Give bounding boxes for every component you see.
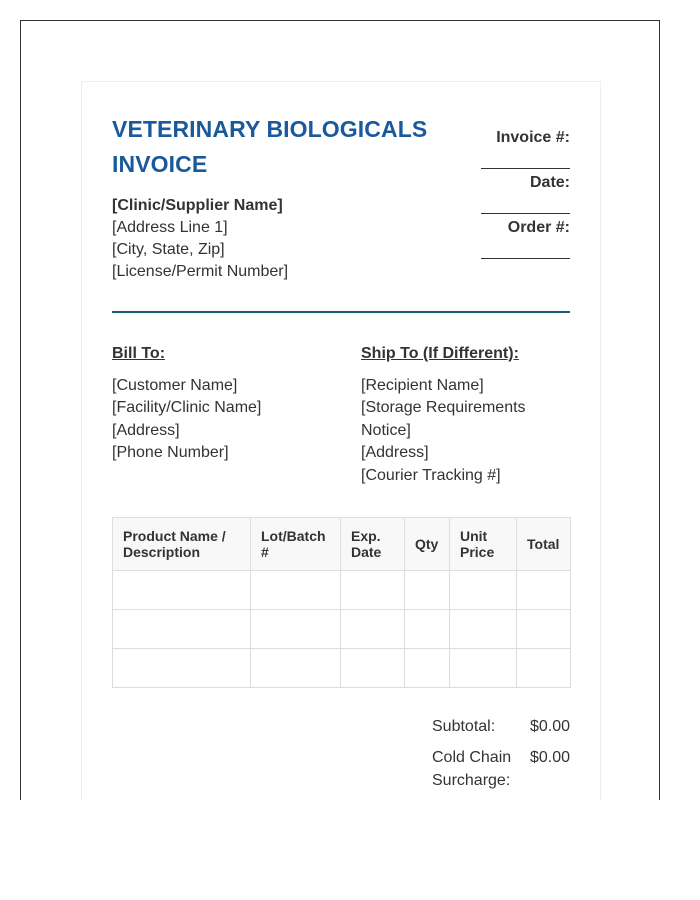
ship-to-address: [Address]: [361, 444, 429, 461]
table-cell[interactable]: [405, 610, 450, 649]
bill-to-customer-name: [Customer Name]: [112, 376, 238, 394]
cold-chain-surcharge-value: $0.00: [529, 749, 570, 766]
supplier-city-state-zip: [City, State, Zip]: [112, 241, 225, 258]
invoice-number-field[interactable]: [481, 168, 570, 169]
col-header-product: Product Name / Description: [113, 518, 251, 571]
bill-to-phone: [Phone Number]: [112, 444, 229, 461]
bill-to-heading: Bill To:: [112, 345, 166, 362]
table-cell[interactable]: [517, 571, 571, 610]
table-cell[interactable]: [405, 571, 450, 610]
date-field[interactable]: [481, 213, 570, 214]
supplier-name: [Clinic/Supplier Name]: [112, 197, 283, 214]
header-divider: [112, 311, 570, 313]
col-header-unit-price: Unit Price: [450, 518, 517, 571]
table-cell[interactable]: [450, 571, 517, 610]
subtotal-label: Subtotal:: [432, 718, 496, 735]
invoice-number-label: Invoice #:: [496, 129, 570, 146]
table-cell[interactable]: [341, 571, 405, 610]
bill-to-facility-name: [Facility/Clinic Name]: [112, 399, 262, 416]
table-row: [113, 610, 571, 649]
cold-chain-surcharge-label: Cold Chain Surcharge:: [432, 749, 512, 789]
table-cell[interactable]: [341, 610, 405, 649]
order-number-row: [481, 216, 570, 261]
col-header-exp-date: Exp. Date: [341, 518, 405, 571]
table-cell[interactable]: [113, 649, 251, 688]
table-cell[interactable]: [450, 610, 517, 649]
ship-to-storage-notice: [Storage Requirements Notice]: [361, 399, 526, 439]
table-row: [113, 649, 571, 688]
date-row: [481, 171, 570, 216]
table-cell[interactable]: [113, 571, 251, 610]
table-cell[interactable]: [251, 649, 341, 688]
table-cell[interactable]: [113, 610, 251, 649]
bill-to-block: [112, 343, 332, 465]
ship-to-recipient-name: [Recipient Name]: [361, 376, 484, 394]
cold-chain-surcharge-row: [432, 746, 570, 792]
subtotal-row: [432, 715, 570, 738]
invoice-meta: [481, 126, 570, 261]
subtotal-value: $0.00: [529, 718, 570, 735]
totals-block: [432, 715, 570, 800]
ship-to-heading: Ship To (If Different):: [361, 345, 519, 362]
bill-to-address: [Address]: [112, 421, 180, 439]
col-header-qty: Qty: [405, 518, 450, 571]
ship-to-block: [361, 343, 561, 487]
date-label: Date:: [529, 174, 570, 191]
invoice-title: VETERINARY BIOLOGICALS INVOICE: [112, 116, 428, 177]
table-cell[interactable]: [251, 610, 341, 649]
table-cell[interactable]: [405, 649, 450, 688]
supplier-license: [License/Permit Number]: [112, 263, 289, 280]
supplier-block: [112, 195, 288, 283]
table-header-row: [113, 518, 571, 571]
table-cell[interactable]: [517, 610, 571, 649]
invoice-number-row: [481, 126, 570, 171]
order-number-field[interactable]: [481, 258, 570, 259]
table-cell[interactable]: [450, 649, 517, 688]
table-row: [113, 571, 571, 610]
col-header-lot-batch: Lot/Batch #: [251, 518, 341, 571]
order-number-label: Order #:: [507, 219, 570, 236]
ship-to-tracking: [Courier Tracking #]: [361, 466, 501, 484]
line-items-table: [112, 517, 571, 688]
supplier-address-line1: [Address Line 1]: [112, 219, 228, 236]
table-cell[interactable]: [341, 649, 405, 688]
col-header-total: Total: [517, 518, 571, 571]
table-cell[interactable]: [517, 649, 571, 688]
table-cell[interactable]: [251, 571, 341, 610]
